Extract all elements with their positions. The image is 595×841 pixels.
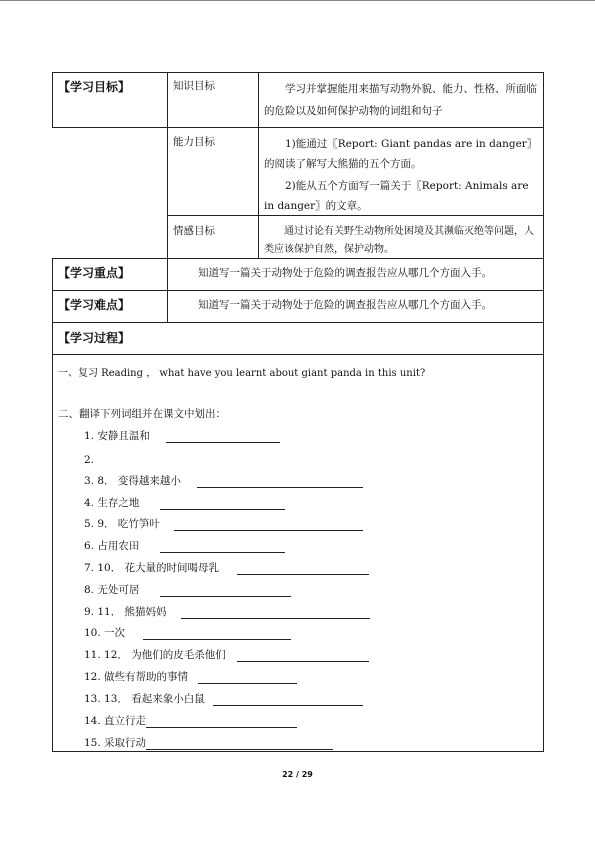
table-border — [167, 127, 544, 128]
table-border — [543, 72, 544, 752]
ability-objective-label: 能力目标 — [173, 136, 215, 148]
difficulty-text: 知道写一篇关于动物处于危险的调查报告应从哪几个方面入手。 — [198, 299, 492, 311]
list-item: 11. 12． 为他们的皮毛杀他们 — [84, 649, 226, 661]
table-border — [52, 290, 544, 291]
answer-blank[interactable] — [160, 509, 285, 510]
table-border — [167, 258, 168, 322]
answer-blank[interactable] — [166, 442, 280, 443]
list-item: 2. — [84, 454, 95, 466]
translate-heading: 二、翻译下列词组并在课文中划出： — [58, 408, 226, 420]
list-item: 13. 13． 看起来象小白鼠 — [84, 693, 205, 705]
answer-blank[interactable] — [197, 487, 363, 488]
table-border — [52, 258, 53, 752]
objectives-heading: 【学习目标】 — [58, 80, 131, 94]
page-number: 22 / 29 — [282, 770, 313, 779]
answer-blank[interactable] — [174, 530, 363, 531]
answer-blank[interactable] — [198, 683, 297, 684]
answer-blank[interactable] — [146, 727, 297, 728]
table-border — [52, 322, 544, 323]
table-border — [52, 72, 53, 127]
list-item: 3. 8． 变得越来越小 — [84, 475, 181, 487]
key-point-text: 知道写一篇关于动物处于危险的调查报告应从哪几个方面入手。 — [198, 267, 492, 279]
knowledge-objective-text: 学习并掌握能用来描写动物外貌、能力、性格、所面临的危险以及如何保护动物的词组和句子 — [264, 83, 537, 117]
list-item: 9. 11． 熊猫妈妈 — [84, 606, 167, 618]
list-item: 1. 安静且温和 — [84, 430, 150, 442]
list-item: 8. 无处可居 — [84, 584, 140, 596]
table-border — [52, 751, 544, 752]
table-border — [258, 72, 259, 258]
answer-blank[interactable] — [237, 574, 369, 575]
key-point-heading: 【学习重点】 — [58, 266, 131, 280]
list-item: 12. 做些有帮助的事情 — [84, 671, 189, 683]
answer-blank[interactable] — [143, 639, 291, 640]
answer-blank[interactable] — [160, 552, 285, 553]
answer-blank[interactable] — [213, 705, 363, 706]
page-top-rule — [0, 0, 595, 1]
process-heading: 【学习过程】 — [58, 331, 131, 345]
ability-objective-item-1: 1)能通过〖Report: Giant pandas are in danger〗的阅读了解写大熊猫的五个方面。 — [264, 138, 538, 170]
emotion-objective-text: 通过讨论有关野生动物所处困境及其濒临灭绝等问题，人类应该保护自然，保护动物。 — [264, 226, 534, 255]
list-item: 14. 直立行走 — [84, 715, 147, 727]
ability-objective-item-2: 2)能从五个方面写一篇关于〖Report: Animals are in danger〗的文章。 — [264, 180, 529, 212]
table-border — [52, 354, 544, 355]
answer-blank[interactable] — [181, 618, 370, 619]
knowledge-objective-label: 知识目标 — [173, 80, 215, 92]
answer-blank[interactable] — [160, 596, 291, 597]
list-item: 4. 生存之地 — [84, 497, 140, 509]
list-item: 5. 9． 吃竹笋叶 — [84, 518, 160, 530]
list-item: 6. 占用农田 — [84, 540, 140, 552]
table-border — [52, 72, 543, 73]
table-border — [167, 72, 168, 258]
answer-blank[interactable] — [146, 749, 333, 750]
list-item: 15. 采取行动 — [84, 737, 147, 749]
list-item: 10. 一次 — [84, 627, 126, 639]
answer-blank[interactable] — [237, 661, 369, 662]
list-item: 7. 10． 花大量的时间喝母乳 — [84, 562, 220, 574]
difficulty-heading: 【学习难点】 — [58, 298, 131, 312]
table-border — [52, 127, 167, 128]
review-prompt: 一、复习 Reading ， what have you learnt about giant panda in this unit? — [58, 368, 426, 379]
emotion-objective-label: 情感目标 — [173, 225, 215, 237]
